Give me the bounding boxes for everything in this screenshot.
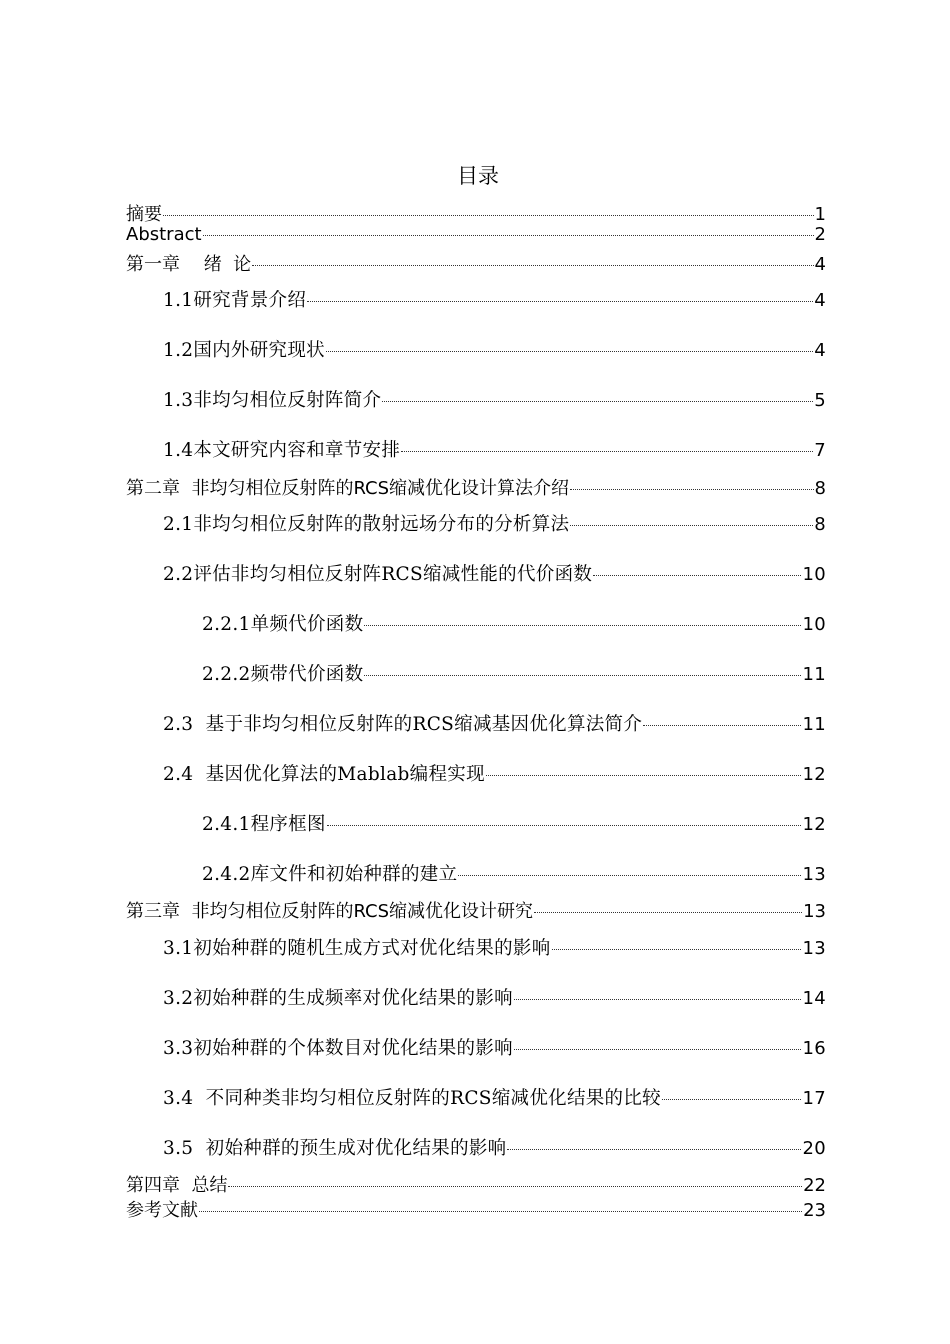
toc-entry-label: 第一章 绪 论 xyxy=(126,254,252,275)
toc-entry-page: 17 xyxy=(802,1088,826,1109)
toc-entry-label: 2.2评估非均匀相位反射阵RCS缩减性能的代价函数 xyxy=(163,564,593,585)
toc-entry-3-3[interactable] xyxy=(163,1034,826,1060)
toc-entry-label: 第四章 总结 xyxy=(126,1175,228,1196)
toc-entry-label: 3.4 不同种类非均匀相位反射阵的RCS缩减优化结果的比较 xyxy=(163,1088,661,1109)
dot-leader xyxy=(514,1049,802,1050)
toc-entry-abstract-en[interactable] xyxy=(126,224,826,248)
dot-leader xyxy=(252,265,813,266)
toc-entry-label: 2.4 基因优化算法的Mablab编程实现 xyxy=(163,764,485,785)
toc-entry-page: 7 xyxy=(814,440,826,461)
toc-entry-2-2[interactable] xyxy=(163,560,826,586)
toc-entry-page: 10 xyxy=(802,614,826,635)
dot-leader xyxy=(534,912,802,913)
toc-entry-page: 8 xyxy=(814,514,826,535)
toc-entry-page: 10 xyxy=(802,564,826,585)
dot-leader xyxy=(507,1149,801,1150)
toc-entry-chapter-1[interactable] xyxy=(126,250,826,274)
dot-leader xyxy=(199,1211,802,1212)
toc-entry-page: 2 xyxy=(814,224,826,245)
toc-entry-label: 2.1非均匀相位反射阵的散射远场分布的分析算法 xyxy=(163,514,570,535)
dot-leader xyxy=(552,949,802,950)
toc-entry-page: 14 xyxy=(802,988,826,1009)
toc-entry-2-4[interactable] xyxy=(163,760,826,786)
toc-entry-page: 4 xyxy=(814,290,826,311)
dot-leader xyxy=(570,489,814,490)
toc-entry-1-4[interactable] xyxy=(163,436,826,462)
toc-entry-page: 22 xyxy=(803,1175,826,1196)
dot-leader xyxy=(570,525,813,526)
toc-entry-label: 第三章 非均匀相位反射阵的RCS缩减优化设计研究 xyxy=(126,901,534,922)
toc-entry-page: 16 xyxy=(802,1038,826,1059)
toc-entry-2-4-1[interactable] xyxy=(202,810,826,836)
toc-entry-label: 1.1研究背景介绍 xyxy=(163,290,307,311)
toc-entry-2-4-2[interactable] xyxy=(202,860,826,886)
dot-leader xyxy=(458,875,801,876)
dot-leader xyxy=(364,625,801,626)
toc-entry-label: 2.3 基于非均匀相位反射阵的RCS缩减基因优化算法简介 xyxy=(163,714,643,735)
toc-entry-chapter-3[interactable] xyxy=(126,897,826,921)
dot-leader xyxy=(514,999,802,1000)
toc-entry-2-2-1[interactable] xyxy=(202,610,826,636)
toc-entry-page: 12 xyxy=(802,764,826,785)
toc-entry-2-1[interactable] xyxy=(163,510,826,536)
toc-entry-page: 11 xyxy=(802,664,826,685)
toc-entry-page: 12 xyxy=(802,814,826,835)
dot-leader xyxy=(326,351,813,352)
toc-entry-label: 1.4本文研究内容和章节安排 xyxy=(163,440,401,461)
toc-entry-1-1[interactable] xyxy=(163,286,826,312)
dot-leader xyxy=(662,1099,802,1100)
dot-leader xyxy=(203,235,814,236)
dot-leader xyxy=(593,575,801,576)
toc-entry-page: 13 xyxy=(803,901,826,922)
toc-entry-1-3[interactable] xyxy=(163,386,826,412)
toc-entry-page: 13 xyxy=(802,938,826,959)
toc-entry-page: 11 xyxy=(802,714,826,735)
toc-entry-3-5[interactable] xyxy=(163,1134,826,1160)
toc-entry-references[interactable] xyxy=(126,1196,826,1220)
toc-entry-label: 第二章 非均匀相位反射阵的RCS缩减优化设计算法介绍 xyxy=(126,478,570,499)
toc-entry-page: 20 xyxy=(802,1138,826,1159)
toc-entry-label: 3.5 初始种群的预生成对优化结果的影响 xyxy=(163,1138,507,1159)
dot-leader xyxy=(401,451,813,452)
toc-entry-label: 2.4.2库文件和初始种群的建立 xyxy=(202,864,458,885)
toc-entry-3-2[interactable] xyxy=(163,984,826,1010)
dot-leader xyxy=(307,301,813,302)
toc-entry-3-1[interactable] xyxy=(163,934,826,960)
toc-entry-label: 3.3初始种群的个体数目对优化结果的影响 xyxy=(163,1038,513,1059)
toc-entry-label: 摘要 xyxy=(126,204,162,225)
dot-leader xyxy=(643,725,801,726)
toc-entry-page: 8 xyxy=(814,478,826,499)
dot-leader xyxy=(382,401,813,402)
toc-entry-chapter-2[interactable] xyxy=(126,474,826,498)
toc-entry-page: 23 xyxy=(803,1200,826,1221)
toc-entry-2-3[interactable] xyxy=(163,710,826,736)
toc-entry-label: 2.4.1程序框图 xyxy=(202,814,326,835)
toc-entry-1-2[interactable] xyxy=(163,336,826,362)
toc-entry-page: 4 xyxy=(814,340,826,361)
toc-entry-page: 1 xyxy=(814,204,826,225)
toc-entry-label: 2.2.1单频代价函数 xyxy=(202,614,364,635)
dot-leader xyxy=(486,775,802,776)
toc-entry-2-2-2[interactable] xyxy=(202,660,826,686)
toc-entry-label: 3.1初始种群的随机生成方式对优化结果的影响 xyxy=(163,938,551,959)
toc-entry-chapter-4[interactable] xyxy=(126,1171,826,1195)
dot-leader xyxy=(228,1186,802,1187)
toc-entry-label: 1.2国内外研究现状 xyxy=(163,340,325,361)
toc-title: 目录 xyxy=(457,164,499,188)
toc-entry-label: 2.2.2频带代价函数 xyxy=(202,664,364,685)
dot-leader xyxy=(163,215,814,216)
toc-entry-3-4[interactable] xyxy=(163,1084,826,1110)
toc-entry-page: 13 xyxy=(802,864,826,885)
toc-entry-page: 5 xyxy=(814,390,826,411)
toc-entry-page: 4 xyxy=(814,254,826,275)
toc-entry-label: 参考文献 xyxy=(126,1200,198,1221)
toc-entry-abstract-cn[interactable] xyxy=(126,200,826,224)
toc-entry-label: 3.2初始种群的生成频率对优化结果的影响 xyxy=(163,988,513,1009)
toc-entry-label: Abstract xyxy=(126,224,202,245)
dot-leader xyxy=(364,675,801,676)
dot-leader xyxy=(327,825,802,826)
toc-entry-label: 1.3非均匀相位反射阵简介 xyxy=(163,390,382,411)
